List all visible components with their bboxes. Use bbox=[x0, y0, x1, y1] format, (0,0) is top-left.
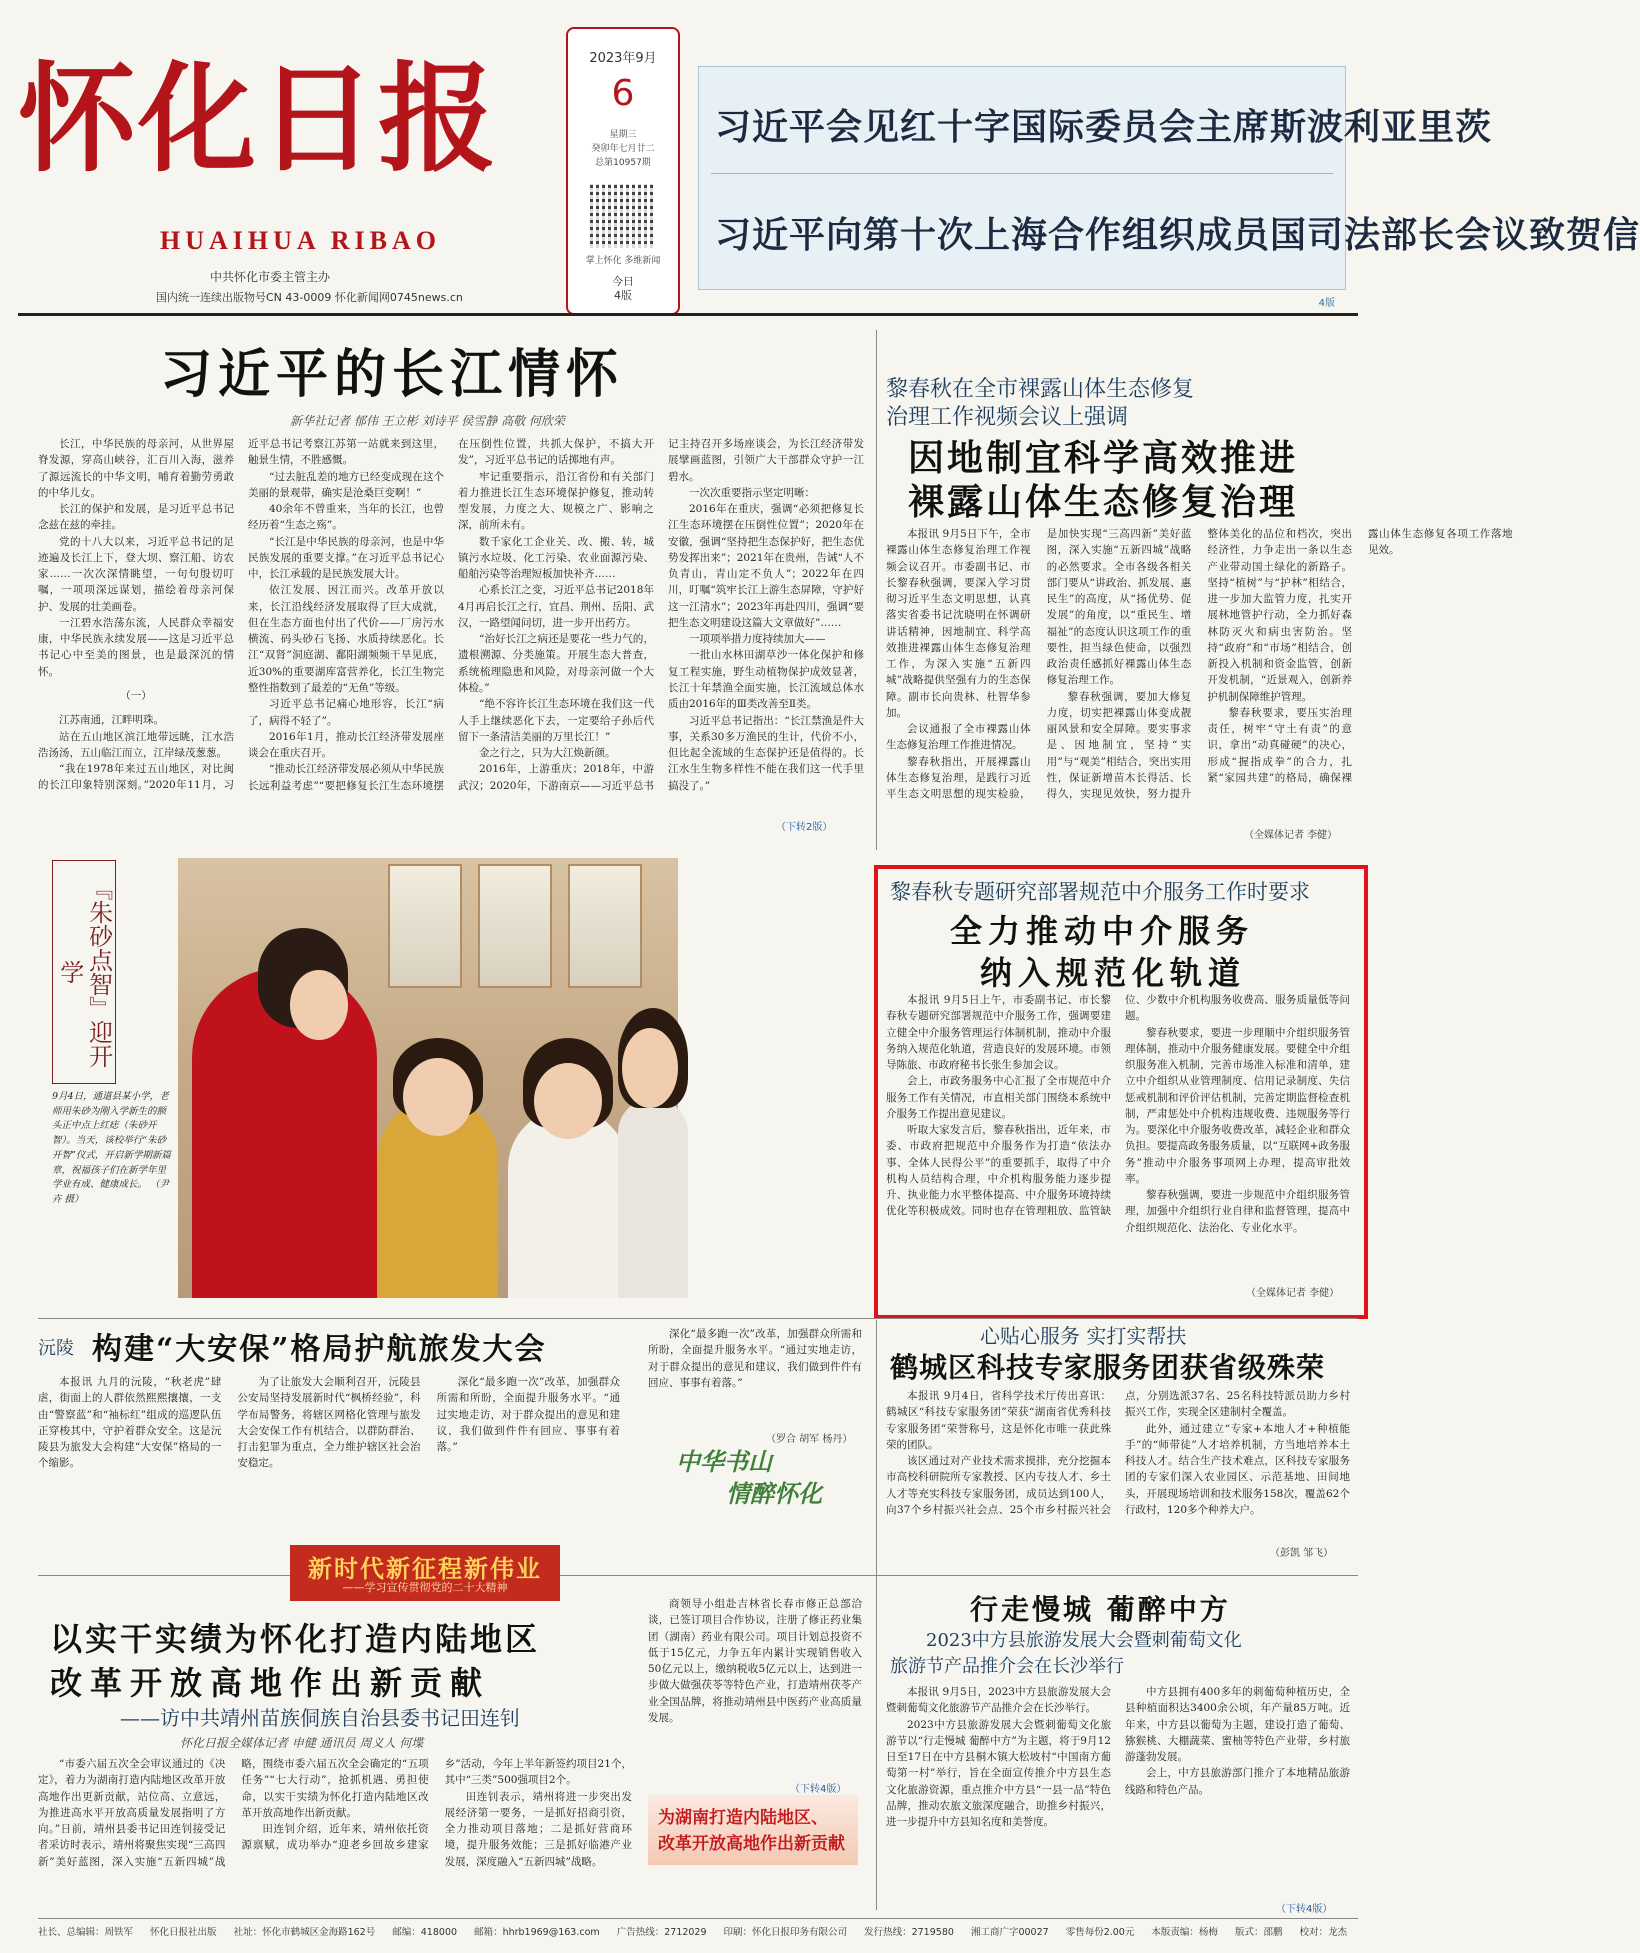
section-rule bbox=[38, 1575, 1358, 1576]
banner-subtitle: ——学习宣传贯彻党的二十大精神 bbox=[342, 1581, 508, 1594]
paragraph: 黎春秋要求，要进一步理顺中介组织服务管理体制，推动中介服务健康发展。要健全中介组织服务准入机制，完善市场准入标准和清单，建立中介组织从业管理制度、信用记录制度、失信惩戒机制和评价评估机制，完善定期监督检查机制，严肃惩处中介机构违规收费、违规服务等行为。要深化中介服务收费改革，减轻企业和群众负担。要提高政务服务质量，以“互联网+政务服务”推动中介服务事项网上办理，提高审批效率。 bbox=[1125, 1026, 1350, 1185]
divider bbox=[711, 173, 1333, 174]
zhongfang-title[interactable]: 行走慢城 葡醉中方 bbox=[970, 1593, 1231, 1626]
inland-banner bbox=[648, 1795, 858, 1865]
paragraph: 长江，中华民族的母亲河，从世界屋脊发源，穿高山峡谷，汇百川入海，滋养了源远流长的中华文明，哺育着勤劳勇敢的中华儿女。 bbox=[38, 438, 234, 499]
date-box bbox=[566, 27, 680, 315]
paragraph: 习近平总书记指出：“长江禁渔是件大事，关系30多万渔民的生计，代价不小，但比起全流域的生态保护还是值得的。长江水生生物多样性不能在我们这一代手里搞没了。” bbox=[668, 714, 864, 792]
lead-byline: 新华社记者 郁伟 王立彬 刘诗平 侯雪静 高敬 何欣荣 bbox=[290, 414, 565, 428]
page-ref: 4版 bbox=[1318, 298, 1335, 309]
paragraph: “我在1978年来过五山地区，对比闽的长江印象特别深刻。”2020年11月，习近平总书记考察江苏第一站就来到这里，触景生情，不胜感慨。 bbox=[38, 438, 444, 792]
paragraph: 本报讯 9月4日，省科学技术厅传出喜讯：鹤城区“科技专家服务团”荣获“湖南省优秀科技专家服务团”荣誉称号，这是怀化市唯一获此殊荣的团队。 bbox=[886, 1390, 1111, 1451]
paragraph: 黎春秋指出，开展裸露山体生态修复治理，是践行习近平生态文明思想的现实检验，是加快实现“三高四新”美好蓝图，深入实施“五新四城”战略的必然要求。全市各级各相关部门要从“讲政治、抓发展、惠民生”的高度，从“扬优势、促发展”的角度，以“重民生、增福祉”的态度认识这项工作的重要性，担当绿色使命，以强烈政治责任感抓好裸露山体生态修复治理工作。 bbox=[886, 528, 1192, 801]
footer-item: 零售每份2.00元 bbox=[1065, 1927, 1135, 1938]
paragraph: 牢记重要指示，沿江省份和有关部门着力推进长江生态环境保护修复，推动转型发展，力度之大、规模之广、影响之深，前所未有。 bbox=[458, 470, 654, 532]
jingzhou-title-1[interactable]: 以实干实绩为怀化打造内陆地区 bbox=[50, 1620, 541, 1658]
paragraph: “绝不容许长江生态环境在我们这一代人手上继续恶化下去，一定要给子孙后代留下一条清洁美丽的万里长江！” bbox=[458, 698, 654, 743]
jingzhou-byline: 怀化日报全媒体记者 申健 通讯员 周义人 何堞 bbox=[180, 1736, 424, 1750]
paragraph: 商领导小组赴吉林省长春市修正总部洽谈，已签订项目合作协议，注册了修正药业集团（湖南）药业有限公司。项目计划总投资不低于15亿元，力争五年内累计实现销售收入50亿元以上，缴纳税收5亿元以上，达到进一步做大做强茯苓等特色产业，打造靖州茯苓产业全国品牌，将推动靖州县中医药产业高质量发展。 bbox=[648, 1598, 862, 1724]
safety-place: 沅陵 bbox=[38, 1338, 74, 1359]
footer bbox=[38, 1924, 1347, 1938]
tech-title[interactable]: 鹤城区科技专家服务团获省级殊荣 bbox=[890, 1351, 1326, 1384]
paragraph: 2016年在重庆，强调“必须把修复长江生态环境摆在压倒性位置”；2020年在安徽，强调“坚持把生态保护好，把生态优势发挥出来”；2021年在贵州，告诫“人不负青山，青山定不负人”；2022年在四川，叮嘱“筑牢长江上游生态屏障，守护好这一江清水”；2023年再赴四川，强调“要把生态文明建设这篇大文章做好”…… bbox=[668, 503, 864, 629]
footer-item: 广告热线：2712029 bbox=[616, 1927, 707, 1938]
paragraph: 黎春秋强调，要进一步规范中介组织服务管理，加强中介组织行业自律和监督管理，提高中介组织规范化、法治化、专业化水平。 bbox=[1125, 1189, 1350, 1234]
sponsor-line: 中共怀化市委主管主办 bbox=[210, 270, 331, 284]
footer-item: 社址：怀化市鹤城区金海路162号 bbox=[233, 1927, 376, 1938]
footer-item: 发行热线：2719580 bbox=[864, 1927, 954, 1938]
page-count bbox=[568, 275, 678, 304]
pages-label: 4版 bbox=[614, 289, 632, 303]
paragraph: 此外，通过建立“专家+本地人才+种植能手”的“师带徒”人才培养机制，方当地培养本土科技人才。结合生产技术难点，区科技专家服务团的专家们深入农业园区、示范基地、田间地头，开展现场培训和技术服务158次，覆盖62个行政村，120多个种养大户。 bbox=[1125, 1422, 1350, 1516]
eco-title-2[interactable]: 裸露山体生态修复治理 bbox=[908, 481, 1299, 523]
footer-item: 本版责编：杨梅 bbox=[1151, 1927, 1218, 1938]
jingzhou-body-cont bbox=[648, 1596, 862, 1786]
photo-vertical-title bbox=[52, 860, 113, 1084]
footer-item: 邮编：418000 bbox=[392, 1927, 458, 1938]
footer-item: 邮箱：hhrb1969@163.com bbox=[474, 1927, 600, 1938]
news-photo[interactable] bbox=[178, 858, 678, 1298]
paragraph: 中方县拥有400多年的刺葡萄种植历史，全县种植面积达3400余公顷，年产量85万吨。近年来，中方县以葡萄为主题，建设打造了葡萄、猕猴桃、大棚蔬菜、蜜柚等特色产业带，乡村旅游蓬勃发展。 bbox=[1125, 1686, 1350, 1764]
zhongfang-body bbox=[886, 1684, 1350, 1904]
masthead-rule bbox=[18, 313, 1358, 316]
paragraph: 黎春秋强调，要加大修复力度，切实把裸露山体变成靓丽风景和安全屏障。要实事求是、因地制宜，坚持“实用”与“观美”相结合，突出实用性，保证新增苗木长得活、长得久，实现见效快，努力提升整体美化的品位和档次，突出经济性，力争走出一条以生态产业带动国土绿化的新路子。坚持“植树”与“护林”相结合，进一步加大监管力度，扎实开展林地管护行动，全力抓好森林防灭火和病虫害防治。坚持“政府”和“市场”相结合，创新投入机制和资金监管，创新开发机制，“近景观入，创新养护机制保障维护管理。 bbox=[1046, 528, 1352, 801]
paragraph: 长江的保护和发展，是习近平总书记念兹在兹的牵挂。 bbox=[38, 503, 234, 532]
column-rule bbox=[876, 1320, 877, 1910]
paragraph: 深化“最多跑一次”改革，加强群众所需和所盼，全面提升服务水平。“通过实地走访，对于群众提出的意见和建议，我们做到件件有回应、事事有着落。” bbox=[436, 1376, 620, 1454]
date-lunar: 癸卯年七月廿二 bbox=[591, 144, 655, 154]
banner-title: 新时代新征程新伟业 bbox=[308, 1554, 542, 1583]
paragraph: “市委六届五次全会审议通过的《决定》，着力为湖南打造内陆地区改革开放高地作出更新贡献，站位高、立意远，为推进高水平开放高质量发展指明了方向。”日前，靖州县委书记田连钊接受记者采访时表示，靖州将聚焦实现“三高四新”美好蓝图，深入实施“五新四城”战略，围绕市委六届五次全会确定的“五项任务”“七大行动”，抢抓机遇、勇担使命，以实干实绩为怀化打造内陆地区改革开放高地作出新贡献。 bbox=[38, 1758, 429, 1868]
paragraph: “长江是中华民族的母亲河，也是中华民族发展的重要支撑。”在习近平总书记心中，长江承载的是民族发展大计。 bbox=[248, 535, 444, 581]
paragraph: 田连钊表示，靖州将进一步突出发展经济第一要务，一是抓好招商引资，全力推动项目落地；二是抓好营商环境，提升服务效能；三是抓好临港产业发展，深度融入“五新四城”战略。 bbox=[444, 1790, 632, 1868]
safety-signature: （罗合 胡军 杨丹） bbox=[766, 1434, 853, 1445]
footer-item: 湘工商广字00027 bbox=[970, 1927, 1049, 1938]
paragraph: 会上，市政务服务中心汇报了全市规范中介服务工作有关情况，市直相关部门围绕本系统中介服务工作提出意见建议。 bbox=[886, 1075, 1111, 1120]
banner-line-1: 为湖南打造内陆地区、 bbox=[658, 1808, 828, 1828]
paragraph: 深化“最多跑一次”改革，加强群众所需和所盼，全面提升服务水平。“通过实地走访，对于群众提出的意见和建议，我们做到件件有回应、事事有着落。” bbox=[648, 1328, 862, 1389]
qr-code[interactable] bbox=[590, 184, 654, 248]
tech-signature: （彭凯 邹飞） bbox=[1270, 1548, 1334, 1559]
eco-kicker-2: 治理工作视频会议上强调 bbox=[886, 405, 1129, 430]
date-day: 6 bbox=[611, 73, 635, 114]
decorative-calligraphy bbox=[666, 1440, 856, 1510]
safety-body-cont bbox=[648, 1326, 862, 1426]
agency-title-2[interactable]: 纳入规范化轨道 bbox=[980, 954, 1247, 992]
eco-body bbox=[886, 526, 1513, 818]
paragraph: 为了让旅发大会顺利召开，沅陵县公安局坚持发展新时代“枫桥经验”，科学布局警务，将辖区网格化管理与旅发大会安保工作有机结合，以群防群治、打击犯罪为重点，全力维护辖区社会治安稳定。 bbox=[237, 1376, 421, 1470]
footer-rule bbox=[38, 1918, 1358, 1919]
paragraph: 心系长江之变，习近平总书记2018年4月再启长江之行，宜昌、荆州、岳阳、武汉，一路望闻问切，进一步开出药方。 bbox=[458, 584, 654, 629]
paragraph: 本报讯 9月5日上午，市委副书记、市长黎春秋专题研究部署规范中介服务工作，强调要建立健全中介服务管理运行体制机制，推动中介服务纳入规范化轨道，营造良好的发展环境。市领导陈旅、市政府秘书长张生参加会议。 bbox=[886, 994, 1111, 1072]
safety-body bbox=[38, 1374, 620, 1538]
tech-kicker: 心贴心服务 实打实帮扶 bbox=[980, 1324, 1187, 1348]
paragraph: 会上，中方县旅游部门推介了本地精品旅游线路和特色产品。 bbox=[1125, 1767, 1350, 1796]
paragraph: 依江发展、因江而兴。改革开放以来，长江沿线经济发展取得了巨大成就，但在生态方面也付出了代价——厂房污水横流、码头砂石飞扬、水质持续恶化。长江“双肾”洞庭湖、鄱阳湖频频干旱见底，近30%的重要湖库富营养化，长江生物完整性指数到了最差的“无鱼”等级。 bbox=[248, 584, 444, 694]
footer-item: 版式：邵鹏 bbox=[1234, 1927, 1283, 1938]
paragraph: 习近平总书记痛心地形容，长江“病了，病得不轻了”。 bbox=[248, 698, 444, 727]
paragraph: 黎春秋要求，要压实治理责任，树牢“守土有责”的意识，拿出“动真碰硬”的决心，形成“握指成拳”的合力，扎紧“家园共建”的格局，确保裸露山体生态修复各项工作落地见效。 bbox=[1207, 528, 1513, 784]
deco-line-1: 中华书山 bbox=[676, 1447, 772, 1476]
today-label: 今日 bbox=[612, 275, 634, 288]
footer-item: 印刷：怀化日报印务有限公司 bbox=[723, 1927, 848, 1938]
paragraph: 站在五山地区滨江地带远眺，江水浩浩汤汤，五山临江而立，江岸绿茂葱葱。 bbox=[38, 730, 234, 759]
footer-item: 怀化日报社出版 bbox=[150, 1927, 217, 1938]
paragraph: 本报讯 九月的沅陵，“秋老虎”肆虐，街面上的人群依然熙熙攘攘，一支由“警察蓝”和“袖标红”组成的巡逻队伍正穿梭其中，守护着群众安全。这是沅陵县为旅发大会构建“大安保”格局的一个缩影。 bbox=[38, 1376, 222, 1470]
eco-signature: （全媒体记者 李健） bbox=[1244, 830, 1338, 841]
lead-continued-link[interactable]: （下转2版） bbox=[776, 822, 833, 833]
footer-item: 校对：龙杰 bbox=[1299, 1927, 1347, 1938]
paragraph: 2023中方县旅游发展大会暨刺葡萄文化旅游节以“行走慢城 葡醉中方”为主题，将于9月12日至17日在中方县桐木镇大松坡村“中国南方葡萄第一村”举行，旨在全面宣传推介中方县生态文化旅游资源，重点推介中方县“一县一品”特色品牌，推动农旅文旅深度融合，助推乡村振兴，进一步提升中方县知名度和美誉度。 bbox=[886, 1718, 1111, 1829]
jingzhou-subtitle: ——访中共靖州苗族侗族自治县委书记田连钊 bbox=[120, 1706, 520, 1730]
agency-title-1[interactable]: 全力推动中介服务 bbox=[950, 912, 1255, 950]
agency-body bbox=[886, 992, 1350, 1274]
jingzhou-title-2[interactable]: 改革开放高地作出新贡献 bbox=[50, 1664, 491, 1702]
paragraph: 会议通报了全市裸露山体生态修复治理工作推进情况。 bbox=[886, 723, 1031, 752]
safety-title[interactable]: 构建“大安保”格局护航旅发大会 bbox=[92, 1332, 547, 1367]
paragraph: 该区通过对产业技术需求摸排，充分挖掘本市高校科研院所专家教授、区内专技人才、乡土人才等充实科技专家服务团，成员达到100人，向37个乡村振兴社会点、25个市乡村振兴社会点，分别选派37名、25名科技特派员助力乡村振兴工作，实现全区建制村全覆盖。 bbox=[886, 1390, 1350, 1516]
paragraph: 40余年不曾重来，当年的长江，也曾经历着“生态之殇”。 bbox=[248, 503, 444, 532]
caption-credit: （尹卉 摄） bbox=[52, 1179, 170, 1206]
jingzhou-continued-link[interactable]: （下转4版） bbox=[790, 1784, 847, 1795]
paragraph: “过去脏乱差的地方已经变成现在这个美丽的景观带，确实是沧桑巨变啊！” bbox=[248, 470, 444, 499]
lead-body bbox=[38, 436, 864, 836]
top-news-box bbox=[698, 66, 1640, 309]
paragraph: “治好长江之病还是要花一些力气的，遗根溯源、分类施策。开展生态大普查，系统梳理隐患和风险，对母亲河做一个大体检。” bbox=[458, 633, 654, 694]
issue-number: 总第10957期 bbox=[595, 158, 651, 168]
vertical-title-text: 『朱砂点智』迎开学 bbox=[52, 860, 116, 1084]
paragraph: 一批山水林田湖草沙一体化保护和修复工程实施，野生动植物保护成效显著，长江十年禁渔全面实施，长江流域总体水质由2016年的Ⅲ类改善至Ⅱ类。 bbox=[668, 649, 864, 711]
paragraph: 2016年，上游重庆；2018年，中游武汉；2020年，下游南京——习近平总书记主持召开多场座谈会，为长江经济带发展擘画蓝图，引领广大干部群众守护一江碧水。 bbox=[458, 438, 864, 792]
footer-item: 社长、总编辑：周铁军 bbox=[38, 1927, 134, 1938]
paragraph: 数千家化工企业关、改、搬、转，城镇污水垃圾、化工污染、农业面源污染、船舶污染等治理短板加快补齐…… bbox=[458, 535, 654, 581]
eco-title-1[interactable]: 因地制宜科学高效推进 bbox=[908, 437, 1299, 479]
section-rule bbox=[38, 1318, 1358, 1319]
date-year-month: 2023年9月 bbox=[589, 51, 657, 66]
lead-title[interactable]: 习近平的长江情怀 bbox=[160, 344, 625, 405]
paragraph: “推动长江经济带发展必须从中华民族长远利益考虑”“要把修复长江生态环境摆在压倒性位置，共抓大保护，不搞大开发”，习近平总书记的话掷地有声。 bbox=[248, 438, 654, 792]
paragraph: 本报讯 9月5日，2023中方县旅游发展大会暨刺葡萄文化旅游节产品推介会在长沙举行。 bbox=[886, 1686, 1111, 1715]
photo-caption bbox=[52, 1090, 174, 1208]
masthead-roman: HUAIHUA RIBAO bbox=[160, 226, 441, 255]
zhongfang-continued-link[interactable]: （下转4版） bbox=[1276, 1904, 1333, 1915]
qr-note: 掌上怀化 多维新闻 bbox=[585, 256, 661, 266]
deco-line-2: 情醉怀化 bbox=[726, 1479, 822, 1508]
date-weekday: 星期三 bbox=[609, 130, 637, 140]
zhongfang-subtitle-1: 2023中方县旅游发展大会暨刺葡萄文化 bbox=[926, 1630, 1242, 1651]
section-number: （一） bbox=[120, 689, 152, 702]
paragraph: 2016年1月，推动长江经济带发展座谈会在重庆召开。 bbox=[248, 730, 444, 760]
publication-number: 国内统一连续出版物号CN 43-0009 怀化新闻网0745news.cn bbox=[156, 291, 463, 304]
paragraph: 一项项举措力度持续加大—— bbox=[689, 633, 826, 646]
new-era-banner bbox=[290, 1545, 560, 1601]
paragraph: 听取大家发言后，黎春秋指出，近年来，市委、市政府把规范中介服务作为打造“依法办事、全体人民得公平”的重要抓手，取得了中介机构人员结构合理，中介机构服务能力逐步提升、执业能力水平整体提高、中介服务环境持续优化等积极成效。同时也存在管理粗放、监管缺位、少数中介机构服务收费高、服务质量低等问题。 bbox=[886, 994, 1350, 1218]
paragraph: 本报讯 9月5日下午，全市裸露山体生态修复治理工作视频会议召开。市委副书记、市长黎春秋强调，要深入学习贯彻习近平生态文明思想，认真落实省委书记沈晓明在怀调研讲话精神，因地制宜、科学高效推进裸露山体生态修复治理工作，为深入实施“五新四城”战略提供坚强有力的生态保障。副市长向贵林、杜智华参加。 bbox=[886, 528, 1031, 719]
eco-kicker-1: 黎春秋在全市裸露山体生态修复 bbox=[886, 377, 1195, 402]
zhongfang-subtitle-2: 旅游节产品推介会在长沙举行 bbox=[890, 1656, 1124, 1677]
agency-kicker: 黎春秋专题研究部署规范中介服务工作时要求 bbox=[890, 880, 1310, 904]
paragraph: 江苏南通，江畔明珠。 bbox=[59, 714, 164, 727]
paragraph: 一江碧水浩荡东流，人民群众幸福安康，中华民族永续发展——这是习近平总书记心中至美的图景，也是最深沉的情怀。 bbox=[38, 616, 234, 678]
paragraph: 一次次重要指示坚定明晰： bbox=[689, 486, 815, 499]
column-rule bbox=[876, 330, 877, 850]
top-headline-2[interactable]: 习近平向第十次上海合作组织成员国司法部长会议致贺信 bbox=[715, 214, 1640, 256]
jingzhou-body bbox=[38, 1756, 632, 1914]
paragraph: 金之行之，只为大江焕新颜。 bbox=[479, 747, 616, 760]
agency-signature: （全媒体记者 李健） bbox=[1246, 1288, 1340, 1299]
paragraph: 党的十八大以来，习近平总书记的足迹遍及长江上下，登大坝、察江船、访农家……一次次深情眺望，一句句殷切叮嘱，一项项深远谋划，描绘着母亲河保护、发展的壮美画卷。 bbox=[38, 535, 234, 613]
paragraph: 田连钊介绍，近年来，靖州依托资源禀赋，成功举办“迎老乡回故乡建家乡”活动，今年上半年新签约项目21个，其中“三类”500强项目2个。 bbox=[241, 1758, 632, 1852]
caption-text: 9月4日，通道县某小学，老师用朱砂为刚入学新生的额头正中点上红痣（朱砂开智）。当天，该校举行“朱砂开智”仪式，开启新学期新篇章，祝福孩子们在新学年里学业有成、健康成长。 bbox=[52, 1091, 171, 1191]
top-headline-1[interactable]: 习近平会见红十字国际委员会主席斯波利亚里茨 bbox=[715, 106, 1493, 148]
masthead-logo: 怀化日报 bbox=[18, 49, 499, 188]
banner-line-2: 改革开放高地作出新贡献 bbox=[658, 1834, 845, 1854]
tech-body bbox=[886, 1388, 1350, 1538]
